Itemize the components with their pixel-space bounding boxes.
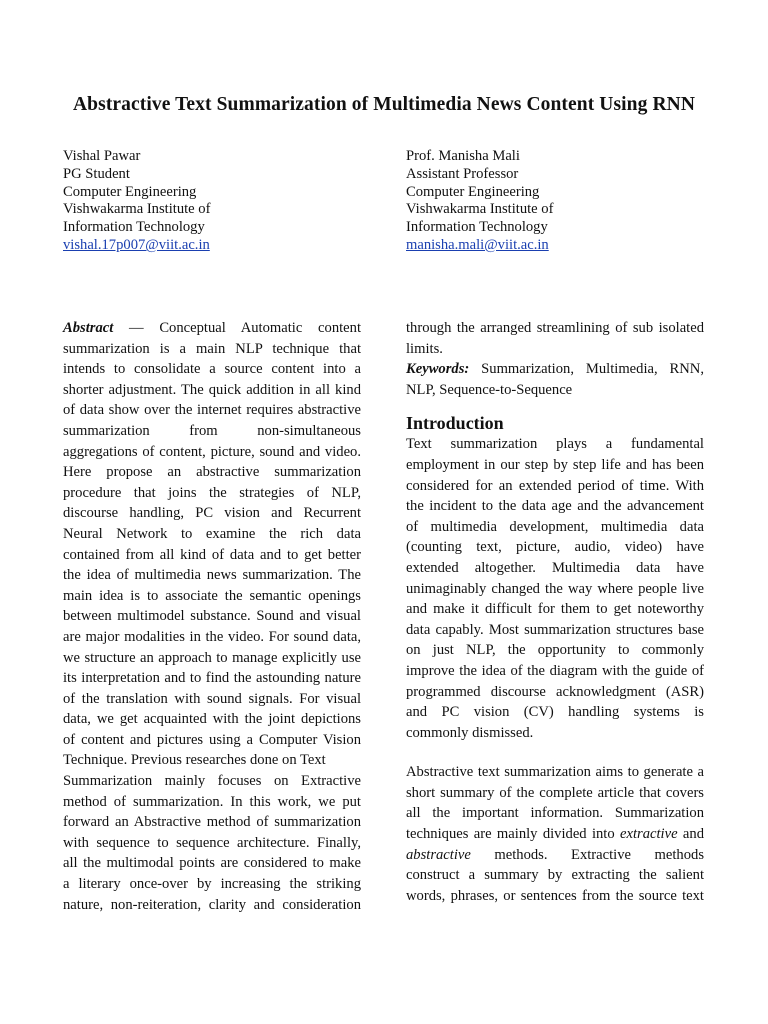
intro-line: [406, 824, 704, 845]
intro-line: and make it difficult for them to get noteworthy: [406, 601, 704, 618]
intro-line: Abstractive text summarization aims to generate a: [406, 764, 704, 781]
abstract-line: procedure that joins the strategies of NLP,: [63, 484, 361, 501]
intro-line: all the important information. Summarization: [406, 805, 704, 822]
abstract-line: Neural Network to examine the rich data: [63, 525, 361, 542]
abstract-line: data, we get acquainted with the joint depictions: [63, 711, 361, 728]
abstract-line: all the multimodal points are considered to make: [63, 855, 361, 872]
abstract-label: Abstract: [63, 320, 114, 336]
intro-line: (counting text, picture, audio, video) have: [406, 539, 704, 556]
intro-line: on just NLP, the opportunity to commonly: [406, 642, 704, 659]
author-department: Computer Engineering: [63, 183, 197, 200]
intro-text: techniques are mainly divided into: [406, 826, 621, 843]
abstract-line: aggregations of content, picture, sound and video.: [63, 443, 361, 460]
intro-line: the incident to the data age and the advancement: [406, 498, 704, 515]
author-department: Computer Engineering: [406, 183, 540, 200]
right-column: [406, 318, 704, 906]
abstract-line: through the arranged streamlining of sub isolated: [406, 320, 704, 336]
intro-emphasis: extractive: [620, 826, 678, 843]
intro-line: short summary of the complete article that covers: [406, 784, 704, 801]
author-name: Vishal Pawar: [63, 148, 141, 164]
intro-line: commonly dismissed.: [406, 724, 534, 741]
intro-emphasis: abstractive: [406, 846, 471, 863]
author-institute-line1: Vishwakarma Institute of: [406, 201, 554, 218]
intro-line: extended altogether. Multimedia data have: [406, 559, 704, 576]
author-name: Prof. Manisha Mali: [406, 148, 520, 164]
abstract-line: its interpretation and to find the astounding nature: [63, 670, 361, 687]
abstract-line: Conceptual Automatic content: [159, 320, 361, 336]
intro-line: [406, 845, 704, 866]
abstract-line: a literary once-over by increasing the striking: [63, 876, 361, 893]
intro-text: and: [677, 826, 704, 843]
author-role: PG Student: [63, 165, 130, 182]
abstract-line: summarization from non-simultaneous: [63, 422, 361, 439]
author-institute-line2: Information Technology: [406, 219, 548, 236]
abstract-line: main idea is to associate the semantic openings: [63, 587, 361, 604]
author-block-2: [406, 148, 553, 255]
intro-line: unimaginably changed the way where people live: [406, 580, 704, 597]
abstract-line: Technique. Previous researches done on Text: [63, 752, 326, 769]
keywords-line-2: NLP, Sequence-to-Sequence: [406, 381, 573, 398]
abstract-first-line: [63, 318, 361, 339]
abstract-line: limits.: [406, 340, 443, 357]
author-email-link[interactable]: vishal.17p007@viit.ac.in: [63, 236, 210, 253]
intro-line: construct a summary by extracting the salient: [406, 867, 704, 884]
abstract-line: contained from all kind of data and to get better: [63, 546, 361, 563]
keywords-text: Summarization, Multimedia, RNN,: [469, 361, 704, 378]
keywords-label: Keywords:: [406, 361, 470, 378]
abstract-line: intends to consolidate a source content into a: [63, 361, 361, 378]
abstract-line: between multimodel substance. Sound and visual: [63, 608, 361, 625]
abstract-line: of data show over the internet requires abstractive: [63, 402, 361, 419]
abstract-column: [63, 318, 361, 915]
intro-line: improve the idea of the diagram with the guide of: [406, 662, 704, 679]
abstract-line: we structure an approach to manage explicitly use: [63, 649, 361, 666]
abstract-line: nature, non-reiteration, clarity and consideration: [63, 896, 361, 913]
intro-text: methods. Extractive methods: [470, 846, 704, 863]
author-email-link[interactable]: manisha.mali@viit.ac.in: [406, 236, 549, 253]
abstract-line: forward an Abstractive method of summarization: [63, 814, 361, 831]
abstract-line: discourse handling, PC vision and Recurrent: [63, 505, 361, 522]
intro-line: considered for an extended period of time. With: [406, 477, 704, 494]
abstract-line: of content and pictures using a Computer Vision: [63, 731, 361, 748]
intro-line: data capably. Most summarization structures base: [406, 621, 704, 638]
intro-line: programmed discourse acknowledgment (ASR): [406, 683, 704, 700]
intro-line: employment in our step by step life and has been: [406, 456, 704, 473]
abstract-line: Here propose an abstractive summarization: [63, 464, 361, 481]
intro-line: words, phrases, or sentences from the source text: [406, 887, 704, 904]
intro-line: and PC vision (CV) handling systems is: [406, 704, 704, 721]
abstract-line: method of summarization. In this work, we put: [63, 793, 361, 810]
abstract-line: are major modalities in the video. For sound data,: [63, 628, 361, 645]
intro-line: of multimedia development, multimedia data: [406, 518, 704, 535]
abstract-line: Summarization mainly focuses on Extractive: [63, 773, 361, 790]
abstract-line: shorter adjustment. The quick addition in all kind: [63, 381, 361, 398]
section-heading-introduction: Introduction: [406, 413, 504, 434]
abstract-line: with sequence to sequence architecture. Finally,: [63, 834, 361, 851]
keywords-line: [406, 359, 704, 380]
author-institute-line1: Vishwakarma Institute of: [63, 201, 211, 218]
abstract-line: of the translation with sound signals. For visual: [63, 690, 361, 707]
author-role: Assistant Professor: [406, 165, 519, 182]
abstract-dash: —: [113, 320, 160, 336]
abstract-line: the idea of multimedia news summarization. The: [63, 567, 361, 584]
paper-title: Abstractive Text Summarization of Multimedia News Content Using RNN: [73, 94, 695, 115]
author-block-1: [63, 148, 210, 255]
abstract-line: summarization is a main NLP technique that: [63, 340, 361, 357]
intro-line: Text summarization plays a fundamental: [406, 436, 704, 453]
author-institute-line2: Information Technology: [63, 219, 205, 236]
